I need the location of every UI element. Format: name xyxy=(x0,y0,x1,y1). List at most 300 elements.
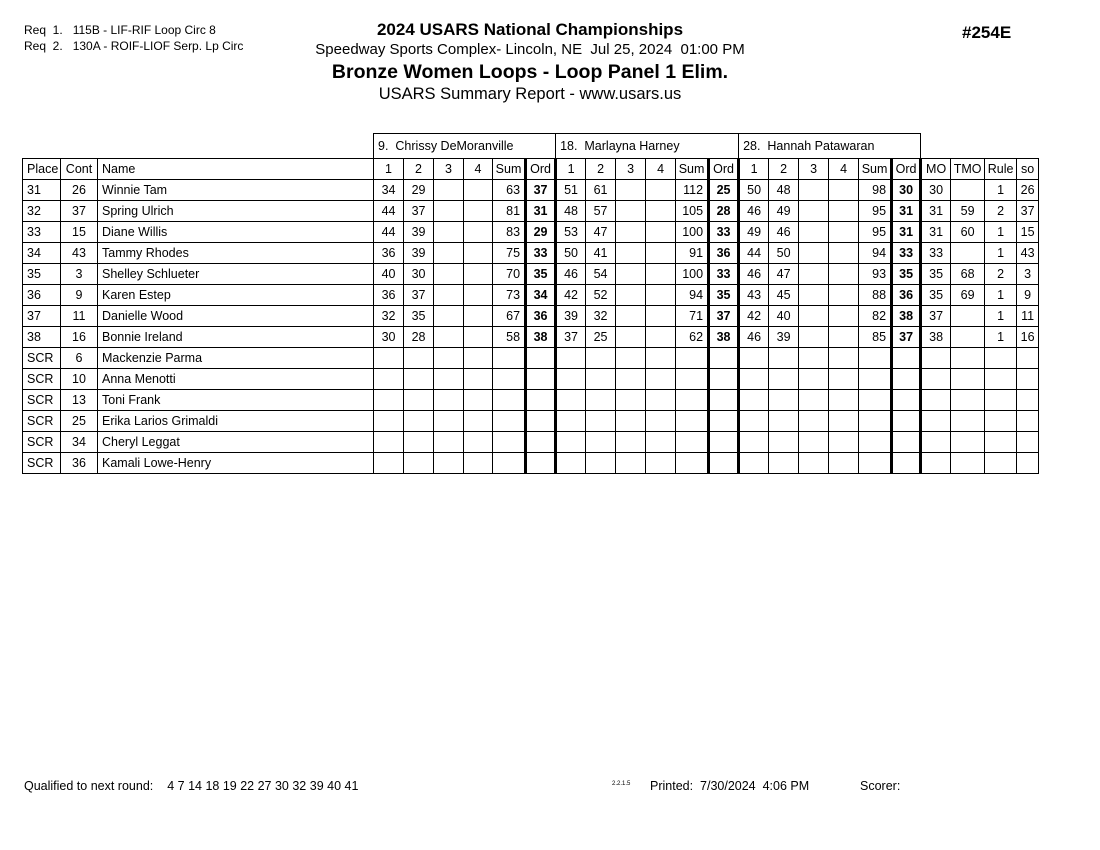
cell-ord: 35 xyxy=(892,264,921,285)
cell-score: 32 xyxy=(374,306,404,327)
cell-score xyxy=(464,453,493,474)
cell-score xyxy=(799,390,829,411)
cell-score xyxy=(829,243,859,264)
cell-score xyxy=(404,369,434,390)
table-row xyxy=(23,348,1039,369)
cell-sum: 82 xyxy=(859,306,892,327)
cell-score xyxy=(586,348,616,369)
cell-score xyxy=(799,285,829,306)
cell-ord xyxy=(709,369,739,390)
cell-mo: 37 xyxy=(921,306,951,327)
cell-mo: 30 xyxy=(921,180,951,201)
cell-score xyxy=(586,411,616,432)
header-judge2-ord: Ord xyxy=(709,159,739,180)
cell-cont: 3 xyxy=(61,264,98,285)
cell-sum xyxy=(493,369,526,390)
cell-ord: 38 xyxy=(892,306,921,327)
cell-score xyxy=(799,180,829,201)
cell-score xyxy=(374,432,404,453)
cell-score xyxy=(769,390,799,411)
cell-score xyxy=(556,390,586,411)
cell-score xyxy=(374,411,404,432)
table-row xyxy=(23,327,1039,348)
cell-sum: 98 xyxy=(859,180,892,201)
cell-score xyxy=(829,390,859,411)
cell-rule xyxy=(985,348,1017,369)
cell-sum: 70 xyxy=(493,264,526,285)
cell-score xyxy=(434,369,464,390)
cell-score xyxy=(739,390,769,411)
cell-score xyxy=(586,390,616,411)
cell-score xyxy=(829,201,859,222)
cell-score xyxy=(829,285,859,306)
cell-sum: 71 xyxy=(676,306,709,327)
table-row xyxy=(23,369,1039,390)
cell-score xyxy=(434,327,464,348)
cell-ord: 33 xyxy=(526,243,556,264)
cell-score: 40 xyxy=(769,306,799,327)
table-row xyxy=(23,243,1039,264)
cell-score xyxy=(646,243,676,264)
cell-ord: 35 xyxy=(709,285,739,306)
cell-score xyxy=(739,411,769,432)
table-row xyxy=(23,264,1039,285)
cell-tmo xyxy=(951,327,985,348)
cell-place: 31 xyxy=(23,180,61,201)
cell-so xyxy=(1017,390,1039,411)
cell-score xyxy=(829,180,859,201)
cell-cont: 37 xyxy=(61,201,98,222)
cell-ord: 31 xyxy=(526,201,556,222)
cell-score xyxy=(646,180,676,201)
cell-tmo: 68 xyxy=(951,264,985,285)
cell-sum: 94 xyxy=(859,243,892,264)
cell-score: 44 xyxy=(374,201,404,222)
cell-score: 39 xyxy=(404,222,434,243)
cell-score xyxy=(464,348,493,369)
table-row xyxy=(23,180,1039,201)
cell-score: 44 xyxy=(374,222,404,243)
qualified-numbers: 4 7 14 18 19 22 27 30 32 39 40 41 xyxy=(167,779,359,793)
table-row xyxy=(23,411,1039,432)
cell-mo: 35 xyxy=(921,264,951,285)
cell-rule: 1 xyxy=(985,222,1017,243)
cell-tmo: 60 xyxy=(951,222,985,243)
cell-score xyxy=(434,306,464,327)
cell-score: 46 xyxy=(739,201,769,222)
cell-name: Toni Frank xyxy=(98,390,374,411)
cell-score xyxy=(434,243,464,264)
cell-ord: 33 xyxy=(709,222,739,243)
header-place: Place xyxy=(23,159,61,180)
cell-rule xyxy=(985,369,1017,390)
cell-ord: 34 xyxy=(526,285,556,306)
header-judge2-score1: 1 xyxy=(556,159,586,180)
cell-tmo xyxy=(951,432,985,453)
cell-score: 36 xyxy=(374,285,404,306)
cell-score: 46 xyxy=(739,264,769,285)
cell-ord xyxy=(892,411,921,432)
cell-score: 29 xyxy=(404,180,434,201)
cell-place: SCR xyxy=(23,411,61,432)
cell-score xyxy=(646,348,676,369)
header-judge1-score1: 1 xyxy=(374,159,404,180)
cell-ord: 28 xyxy=(709,201,739,222)
cell-score xyxy=(464,306,493,327)
cell-score xyxy=(646,390,676,411)
cell-score: 34 xyxy=(374,180,404,201)
cell-sum: 73 xyxy=(493,285,526,306)
cell-name: Tammy Rhodes xyxy=(98,243,374,264)
header-judge3-sum: Sum xyxy=(859,159,892,180)
cell-score xyxy=(556,348,586,369)
cell-cont: 10 xyxy=(61,369,98,390)
cell-score xyxy=(769,432,799,453)
cell-place: SCR xyxy=(23,390,61,411)
cell-score xyxy=(464,264,493,285)
cell-mo xyxy=(921,390,951,411)
cell-cont: 26 xyxy=(61,180,98,201)
cell-sum: 105 xyxy=(676,201,709,222)
cell-score xyxy=(434,180,464,201)
cell-score xyxy=(799,222,829,243)
cell-name: Anna Menotti xyxy=(98,369,374,390)
cell-score xyxy=(404,453,434,474)
header-judge2-score2: 2 xyxy=(586,159,616,180)
cell-score xyxy=(616,201,646,222)
cell-cont: 34 xyxy=(61,432,98,453)
cell-mo xyxy=(921,432,951,453)
cell-sum xyxy=(493,432,526,453)
cell-sum xyxy=(493,390,526,411)
header-judge1-ord: Ord xyxy=(526,159,556,180)
cell-ord: 33 xyxy=(709,264,739,285)
cell-tmo xyxy=(951,306,985,327)
cell-sum xyxy=(676,432,709,453)
header-cont: Cont xyxy=(61,159,98,180)
cell-score xyxy=(616,453,646,474)
header-judge1-score4: 4 xyxy=(464,159,493,180)
cell-score: 50 xyxy=(556,243,586,264)
cell-score: 48 xyxy=(556,201,586,222)
cell-score: 46 xyxy=(556,264,586,285)
cell-mo xyxy=(921,453,951,474)
cell-name: Spring Ulrich xyxy=(98,201,374,222)
table-row xyxy=(23,201,1039,222)
cell-score xyxy=(616,285,646,306)
cell-sum xyxy=(676,390,709,411)
cell-score xyxy=(374,390,404,411)
cell-tmo: 69 xyxy=(951,285,985,306)
header-tmo: TMO xyxy=(951,159,985,180)
cell-ord: 36 xyxy=(892,285,921,306)
cell-rule xyxy=(985,432,1017,453)
cell-score xyxy=(829,306,859,327)
cell-mo: 33 xyxy=(921,243,951,264)
cell-score xyxy=(464,369,493,390)
cell-sum: 112 xyxy=(676,180,709,201)
cell-rule xyxy=(985,411,1017,432)
cell-score xyxy=(799,327,829,348)
cell-score: 32 xyxy=(586,306,616,327)
cell-name: Diane Willis xyxy=(98,222,374,243)
cell-score: 37 xyxy=(404,285,434,306)
cell-score xyxy=(799,306,829,327)
table-row xyxy=(23,432,1039,453)
table-row xyxy=(23,390,1039,411)
cell-score: 50 xyxy=(739,180,769,201)
judge-band-row xyxy=(23,134,1039,159)
cell-sum: 93 xyxy=(859,264,892,285)
column-header-row xyxy=(23,159,1039,180)
cell-score xyxy=(556,369,586,390)
cell-sum: 94 xyxy=(676,285,709,306)
cell-sum xyxy=(493,411,526,432)
qualified-label: Qualified to next round: xyxy=(24,779,154,793)
cell-name: Danielle Wood xyxy=(98,306,374,327)
event-title: Bronze Women Loops - Loop Panel 1 Elim. xyxy=(331,61,729,83)
cell-ord xyxy=(526,411,556,432)
cell-place: SCR xyxy=(23,369,61,390)
cell-score xyxy=(464,222,493,243)
cell-sum: 85 xyxy=(859,327,892,348)
cell-so: 11 xyxy=(1017,306,1039,327)
cell-score xyxy=(829,348,859,369)
cell-ord xyxy=(892,432,921,453)
cell-ord: 38 xyxy=(526,327,556,348)
cell-score xyxy=(464,411,493,432)
cell-name: Bonnie Ireland xyxy=(98,327,374,348)
cell-score xyxy=(769,453,799,474)
header-judge2-score3: 3 xyxy=(616,159,646,180)
cell-score xyxy=(616,243,646,264)
results-table-wrapper xyxy=(22,133,1039,474)
cell-ord xyxy=(526,348,556,369)
cell-score xyxy=(769,369,799,390)
cell-score xyxy=(616,348,646,369)
cell-score xyxy=(646,201,676,222)
band-spacer-right xyxy=(921,134,1039,159)
cell-score xyxy=(646,432,676,453)
cell-score xyxy=(739,348,769,369)
cell-place: 34 xyxy=(23,243,61,264)
cell-score: 30 xyxy=(404,264,434,285)
cell-ord xyxy=(709,411,739,432)
cell-rule: 1 xyxy=(985,306,1017,327)
cell-score xyxy=(464,327,493,348)
header-so: so xyxy=(1017,159,1039,180)
results-table xyxy=(22,133,1039,474)
cell-cont: 9 xyxy=(61,285,98,306)
cell-mo xyxy=(921,369,951,390)
cell-score xyxy=(739,432,769,453)
cell-ord: 29 xyxy=(526,222,556,243)
cell-name: Winnie Tam xyxy=(98,180,374,201)
cell-score: 47 xyxy=(769,264,799,285)
cell-score xyxy=(586,369,616,390)
requirement-line-2: Req 2. 130A - ROIF-LIOF Serp. Lp Circ xyxy=(24,39,244,53)
cell-score: 46 xyxy=(769,222,799,243)
cell-score xyxy=(739,453,769,474)
cell-name: Karen Estep xyxy=(98,285,374,306)
cell-score xyxy=(829,453,859,474)
cell-score: 49 xyxy=(739,222,769,243)
cell-so xyxy=(1017,348,1039,369)
report-subtitle: USARS Summary Report - www.usars.us xyxy=(378,85,682,103)
cell-sum: 100 xyxy=(676,264,709,285)
cell-rule xyxy=(985,453,1017,474)
cell-score xyxy=(616,432,646,453)
cell-score xyxy=(404,390,434,411)
cell-score xyxy=(434,390,464,411)
cell-tmo xyxy=(951,369,985,390)
cell-ord: 37 xyxy=(526,180,556,201)
cell-score xyxy=(829,411,859,432)
cell-rule: 1 xyxy=(985,243,1017,264)
cell-tmo xyxy=(951,453,985,474)
cell-score xyxy=(646,285,676,306)
cell-ord: 35 xyxy=(526,264,556,285)
cell-ord: 31 xyxy=(892,201,921,222)
cell-score xyxy=(799,369,829,390)
cell-score xyxy=(646,264,676,285)
cell-place: SCR xyxy=(23,432,61,453)
cell-score: 57 xyxy=(586,201,616,222)
cell-tmo: 59 xyxy=(951,201,985,222)
cell-score xyxy=(646,369,676,390)
cell-sum xyxy=(859,453,892,474)
cell-score: 30 xyxy=(374,327,404,348)
cell-score xyxy=(464,285,493,306)
header-name: Name xyxy=(98,159,374,180)
cell-score: 37 xyxy=(556,327,586,348)
cell-cont: 43 xyxy=(61,243,98,264)
cell-so xyxy=(1017,453,1039,474)
table-row xyxy=(23,453,1039,474)
cell-ord: 31 xyxy=(892,222,921,243)
cell-score xyxy=(586,432,616,453)
cell-score xyxy=(799,243,829,264)
cell-score: 39 xyxy=(769,327,799,348)
cell-score xyxy=(464,243,493,264)
judge-name: 28. Hannah Patawaran xyxy=(739,134,921,159)
cell-mo: 38 xyxy=(921,327,951,348)
cell-score: 39 xyxy=(404,243,434,264)
header-judge2-score4: 4 xyxy=(646,159,676,180)
cell-score xyxy=(646,327,676,348)
cell-mo xyxy=(921,411,951,432)
cell-score xyxy=(586,453,616,474)
cell-rule: 2 xyxy=(985,264,1017,285)
cell-score xyxy=(616,390,646,411)
cell-ord: 33 xyxy=(892,243,921,264)
cell-so: 26 xyxy=(1017,180,1039,201)
cell-ord: 38 xyxy=(709,327,739,348)
cell-name: Mackenzie Parma xyxy=(98,348,374,369)
header-judge2-sum: Sum xyxy=(676,159,709,180)
cell-cont: 13 xyxy=(61,390,98,411)
cell-sum xyxy=(859,432,892,453)
cell-score: 42 xyxy=(739,306,769,327)
cell-score xyxy=(404,348,434,369)
cell-rule: 1 xyxy=(985,327,1017,348)
cell-sum: 91 xyxy=(676,243,709,264)
cell-mo: 31 xyxy=(921,222,951,243)
cell-cont: 16 xyxy=(61,327,98,348)
cell-score xyxy=(464,180,493,201)
cell-score xyxy=(616,222,646,243)
cell-sum: 75 xyxy=(493,243,526,264)
cell-score: 61 xyxy=(586,180,616,201)
cell-ord xyxy=(526,453,556,474)
cell-ord xyxy=(892,453,921,474)
cell-so: 37 xyxy=(1017,201,1039,222)
cell-sum: 81 xyxy=(493,201,526,222)
cell-so: 43 xyxy=(1017,243,1039,264)
header-judge1-score2: 2 xyxy=(404,159,434,180)
cell-score: 44 xyxy=(739,243,769,264)
cell-place: 35 xyxy=(23,264,61,285)
judge-name: 18. Marlayna Harney xyxy=(556,134,739,159)
printed-timestamp: Printed: 7/30/2024 4:06 PM xyxy=(650,779,810,793)
cell-score: 48 xyxy=(769,180,799,201)
cell-ord xyxy=(892,369,921,390)
cell-score xyxy=(739,369,769,390)
cell-sum: 63 xyxy=(493,180,526,201)
header-judge3-score3: 3 xyxy=(799,159,829,180)
cell-so: 3 xyxy=(1017,264,1039,285)
cell-sum xyxy=(859,411,892,432)
cell-ord: 37 xyxy=(709,306,739,327)
cell-score: 25 xyxy=(586,327,616,348)
cell-score xyxy=(799,453,829,474)
cell-cont: 15 xyxy=(61,222,98,243)
cell-mo: 31 xyxy=(921,201,951,222)
cell-score xyxy=(556,432,586,453)
cell-score: 39 xyxy=(556,306,586,327)
cell-rule: 1 xyxy=(985,180,1017,201)
cell-score xyxy=(616,264,646,285)
cell-place: SCR xyxy=(23,348,61,369)
cell-score: 45 xyxy=(769,285,799,306)
cell-ord xyxy=(526,369,556,390)
header-judge3-score1: 1 xyxy=(739,159,769,180)
cell-place: 33 xyxy=(23,222,61,243)
cell-cont: 6 xyxy=(61,348,98,369)
cell-score xyxy=(646,411,676,432)
cell-sum xyxy=(859,369,892,390)
cell-place: SCR xyxy=(23,453,61,474)
cell-score: 37 xyxy=(404,201,434,222)
cell-score xyxy=(404,411,434,432)
header-judge3-score4: 4 xyxy=(829,159,859,180)
cell-sum xyxy=(859,390,892,411)
cell-sum: 58 xyxy=(493,327,526,348)
cell-score xyxy=(829,264,859,285)
cell-ord: 37 xyxy=(892,327,921,348)
cell-score xyxy=(769,348,799,369)
cell-so: 15 xyxy=(1017,222,1039,243)
cell-tmo xyxy=(951,243,985,264)
cell-sum xyxy=(676,369,709,390)
cell-rule: 2 xyxy=(985,201,1017,222)
scorer-label: Scorer: xyxy=(860,779,901,793)
cell-ord: 30 xyxy=(892,180,921,201)
cell-score: 40 xyxy=(374,264,404,285)
cell-score xyxy=(616,411,646,432)
cell-sum xyxy=(493,348,526,369)
cell-score xyxy=(464,432,493,453)
